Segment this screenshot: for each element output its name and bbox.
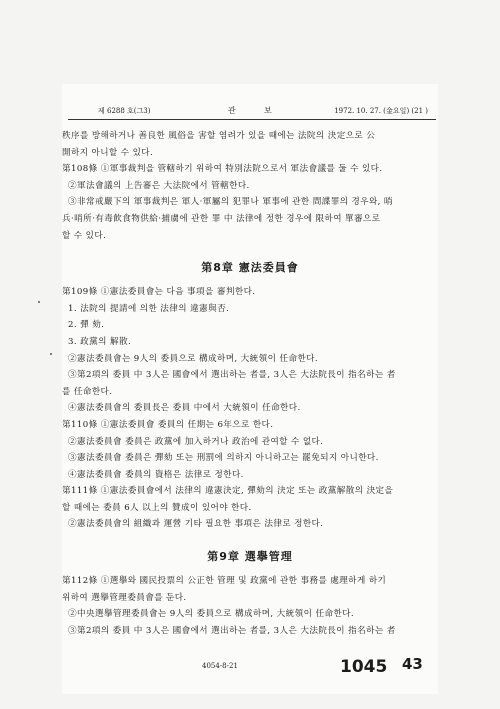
article-108: 第108條 ①軍事裁判을 管轄하기 위하여 特別法院으로서 軍法會議를 둘 수 있다.: [62, 164, 383, 175]
text-line: ③非常戒嚴下의 軍事裁判은 軍人·軍屬의 犯罪나 軍事에 관한 間諜罪의 경우와, 哨: [68, 197, 393, 208]
text-line: 開하지 아니할 수 있다.: [62, 147, 154, 158]
text-line: ③第2項의 委員 中 3人은 國會에서 選出하는 者를, 3人은 大法院長이 指名하는 者: [68, 370, 396, 381]
list-item: 2. 彈 劾.: [68, 320, 105, 331]
print-code: 4054-8-21: [202, 662, 238, 670]
text-line: 를 任命한다.: [62, 386, 113, 397]
text-line: ②憲法委員會 委員은 政黨에 加入하거나 政治에 관여할 수 없다.: [68, 436, 324, 447]
scan-speck: [38, 301, 40, 303]
page-header: [68, 101, 436, 120]
article-112: 第112條 ①選擧와 國民投票의 公正한 管理 및 政黨에 관한 事務를 處理하게 하기: [62, 576, 387, 587]
chapter-8-heading: 第8章 憲法委員會: [201, 261, 299, 275]
gazette-title-a: 관: [228, 106, 236, 115]
article-110: 第110條 ①憲法委員會 委員의 任期는 6年으로 한다.: [62, 419, 274, 430]
text-line: ②中央選擧管理委員會는 9人의 委員으로 構成하며, 大統領이 任命한다.: [68, 609, 354, 620]
issue-date: 1972. 10. 27. (金요일) (21 ): [334, 107, 428, 115]
text-line: 秩序를 방해하거나 善良한 風俗을 害할 염려가 있을 때에는 法院의 決定으로 公: [62, 131, 376, 141]
page-body: [62, 128, 438, 639]
text-line: ④憲法委員會의 委員長은 委員 中에서 大統領이 任命한다.: [68, 403, 301, 414]
page-number: 1045: [340, 657, 388, 677]
text-line: ④憲法委員會 委員의 資格은 法律로 정한다.: [68, 469, 244, 480]
text-line: ②憲法委員會의 組織과 運營 기타 필요한 事項은 法律로 정한다.: [68, 519, 324, 530]
issue-number: 제 6288 호(그3): [98, 107, 151, 115]
text-line: ③憲法委員會 委員은 彈劾 또는 刑罰에 의하지 아니하고는 罷免되지 아니한다.: [68, 453, 379, 464]
article-109: 第109條 ①憲法委員會는 다음 事項을 審判한다.: [62, 287, 256, 298]
article-111: 第111條 ①憲法委員會에서 法律의 違憲決定, 彈劾의 決定 또는 政黨解散의 決定을: [62, 486, 394, 497]
gazette-title-b: 보: [264, 106, 272, 115]
text-line: ②軍法會議의 上告審은 大法院에서 管轄한다.: [68, 180, 250, 191]
gazette-page: [62, 84, 438, 694]
text-line: ③第2項의 委員 中 3人은 國會에서 選出하는 者를, 3人은 大法院長이 指名하는 者: [68, 625, 396, 636]
list-item: 1. 法院의 提請에 의한 法律의 違憲與否.: [68, 303, 230, 314]
text-line: 兵·哨所·有毒飮食物供給·捕虜에 관한 罪 中 法律에 정한 경우에 限하여 單審으로: [62, 213, 381, 224]
text-line: 위하여 選擧管理委員會를 둔다.: [62, 592, 187, 603]
text-line: 할 수 있다.: [62, 230, 107, 241]
text-line: ②憲法委員會는 9人의 委員으로 構成하며, 大統領이 任命한다.: [68, 353, 319, 364]
chapter-9-heading: 第9章 選擧管理: [207, 550, 293, 564]
list-item: 3. 政黨의 解散.: [68, 336, 132, 347]
scan-speck: [50, 353, 52, 355]
text-line: 할 때에는 委員 6人 以上의 贊成이 있어야 한다.: [62, 502, 252, 513]
page-number-secondary: 43: [402, 655, 423, 673]
